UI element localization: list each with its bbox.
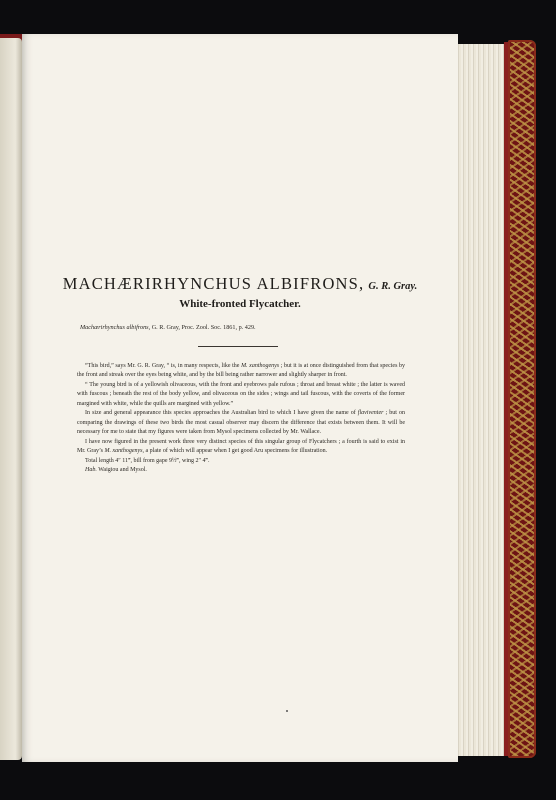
habitat-label: Hab. (85, 466, 97, 473)
paragraph-quote-intro (77, 362, 405, 381)
description-text (77, 362, 405, 475)
p4-italic: M. xanthogenys (104, 448, 143, 455)
species-title (22, 274, 458, 294)
paragraph-comparison (77, 409, 405, 437)
paragraph-habitat (77, 466, 405, 475)
paragraph-young-bird: “ The young bird is of a yellowish olivaceous, with the front and eyebrows pale rufous ; throat and breast white ; the latter is waved with fuscous ; beneath the rest of the body yellow, and olivaceous on the sides ; wings and tail fuscous, with the coverts of the former margined with white, while the quills are margined with yellow.” (77, 381, 405, 407)
left-facing-page-edge (0, 38, 22, 760)
separator-rule (198, 346, 278, 347)
species-common-name: White-fronted Flycatcher. (179, 298, 301, 310)
p4-text-b: , a plate of which will appear when I get good Aru specimens for illustration. (142, 448, 328, 455)
species-scientific-name: MACHÆRIRHYNCHUS ALBIFRONS, (62, 274, 365, 293)
p1-text-a: “This bird,” says Mr. G. R. Gray, “ is, in many respects, like the (85, 363, 242, 369)
species-authority: G. R. Gray. (368, 281, 418, 292)
p3-text-a: In size and general appearance this species approaches the Australian bird to which I have given the name of (85, 410, 358, 417)
reference-species-name: Machærirhynchus albifrons, (80, 324, 151, 331)
p1-italic: M. xanthogenys (241, 363, 280, 369)
paragraph-measurements: Total length 4″ 11‴, bill from gape 9½‴, wing 2″ 4‴. (85, 457, 210, 464)
page-edges-stack (456, 44, 506, 756)
p3-text-b: ; but on comparing the drawings of these two birds the most casual observer may discern the difference that exists between them. It will be necessary for me to state that my figures were taken from Mysol specimens collected by Mr. Wallace. (77, 410, 405, 436)
literature-reference (80, 324, 256, 331)
p1-text-b: ; but it is at once distinguished from that species by the front and streak over the eyes being white, and by the bill being rather narrower and slightly sharper in front. (77, 363, 405, 379)
p4-text-a: I have now figured in the present work three very distinct species of this singular group of Flycatchers ; a fourth is said to exist in Mr. Gray’s (77, 438, 405, 455)
text-page (22, 34, 458, 762)
paragraph-species-group (77, 438, 405, 457)
page-mark-dot (286, 710, 288, 712)
reference-citation: G. R. Gray, Proc. Zool. Soc. 1861, p. 429. (150, 324, 256, 331)
p3-italic: flaviventer (357, 410, 384, 417)
habitat-locations: Waigiou and Mysol. (96, 466, 147, 473)
decorated-cover-board (508, 40, 536, 758)
